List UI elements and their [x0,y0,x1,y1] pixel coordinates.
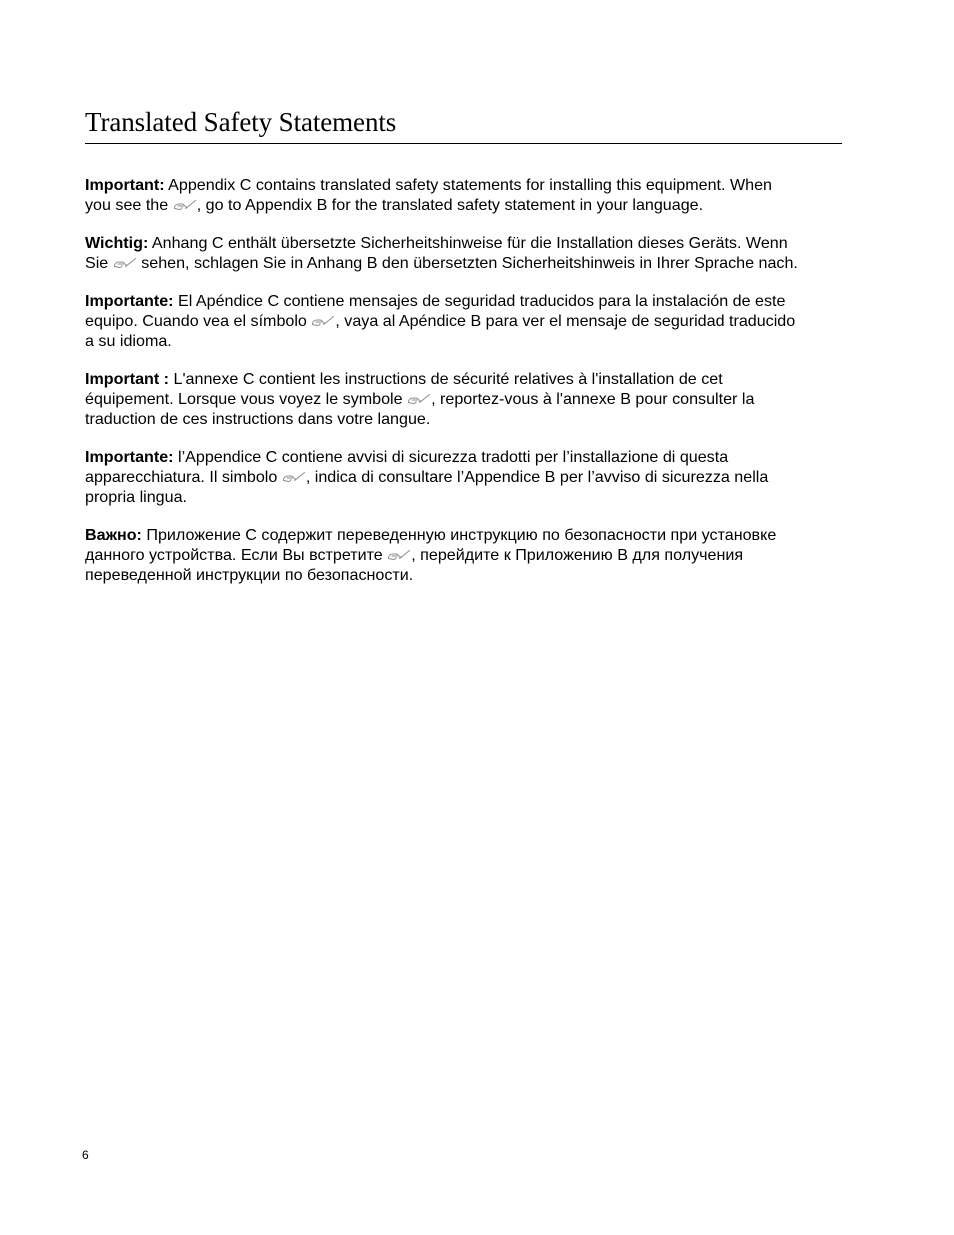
pointing-hand-icon [113,257,137,269]
pointing-hand-icon [311,315,335,327]
statement-text: l’Appendice C contiene avvisi di sicurezza tradotti per l’installazione di questa apparecchiatura. Il simbolo [85,448,729,486]
title-rule [85,143,842,144]
page-number: 6 [82,1148,89,1162]
statement-label: Importante: [85,448,174,466]
statement-text: , indica di consultare l’Appendice B per l’avviso di sicurezza nella propria lingua. [85,468,769,506]
statement-text: L'annexe C contient les instructions de sécurité relatives à l'installation de cet équipement. Lorsque vous voyez le symbole [85,370,723,408]
statement-label: Important: [85,176,165,194]
statements-list [85,175,845,603]
pointing-hand-icon [173,199,197,211]
statement-russian [85,525,845,585]
pointing-hand-icon [407,393,431,405]
page-title: Translated Safety Statements [85,107,397,137]
statement-italian [85,447,845,507]
statement-text: sehen, schlagen Sie in Anhang B den übersetzten Sicherheitshinweis in Ihrer Sprache nach. [136,254,798,272]
statement-text: , vaya al Apéndice B para ver el mensaje de seguridad traducido a su idioma. [85,312,796,350]
statement-text: , go to Appendix B for the translated safety statement in your language. [196,196,704,214]
statement-text: , перейдите к Приложению В для получения переведенной инструкции по безопасности. [85,546,744,584]
pointing-hand-icon [282,471,306,483]
statement-german [85,233,845,273]
statement-text: , reportez-vous à l'annexe B pour consulter la traduction de ces instructions dans votre langue. [85,390,755,428]
statement-label: Wichtig: [85,234,149,252]
statement-english [85,175,845,215]
statement-text: Anhang C enthält übersetzte Sicherheitshinweise für die Installation dieses Geräts. Wenn Sie [85,234,788,272]
pointing-hand-icon [387,549,411,561]
statement-text: Appendix C contains translated safety statements for installing this equipment. When you see the [85,176,772,214]
statement-text: El Apéndice C contiene mensajes de seguridad traducidos para la instalación de este equipo. Cuando vea el símbolo [85,292,786,330]
statement-text: Приложение С содержит переведенную инструкцию по безопасности при установке данного устройства. Если Вы встретите [85,526,777,564]
statement-label: Importante: [85,292,174,310]
statement-label: Важно: [85,526,142,544]
statement-spanish [85,291,845,351]
statement-label: Important : [85,370,170,388]
statement-french [85,369,845,429]
